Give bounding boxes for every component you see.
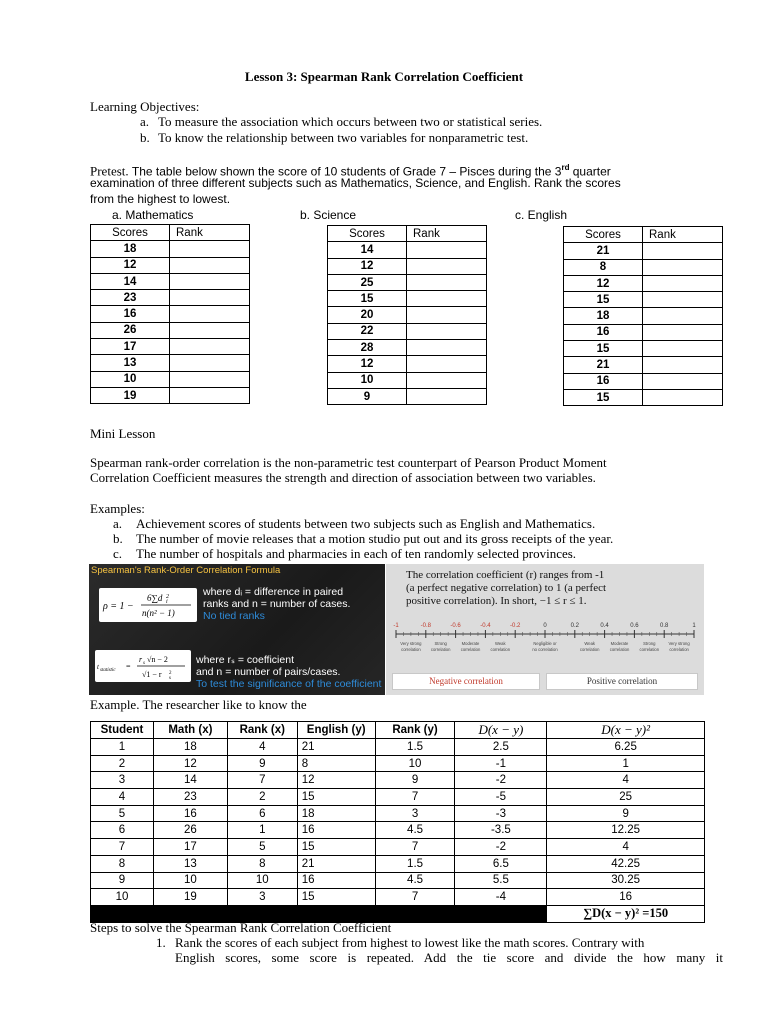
table-cell: 26 [153,822,227,839]
table-cell: 6 [91,822,154,839]
column-header: Math (x) [153,722,227,739]
table-label-science: b. Science [300,208,357,222]
score-cell: 15 [564,389,643,405]
table-row [91,241,250,257]
table-cell: 8 [91,855,154,872]
rank-cell[interactable] [407,323,487,339]
table-row [564,259,723,275]
t-formula-graphic [95,650,191,682]
svg-text:2: 2 [166,594,169,600]
table-cell: 3 [227,889,297,906]
score-cell: 8 [564,259,643,275]
table-cell: 2 [227,789,297,806]
table-cell: 1 [91,739,154,756]
rank-cell[interactable] [407,291,487,307]
svg-text:√1 − r: √1 − r [142,670,162,679]
table-cell: 10 [375,755,455,772]
formula-slide-title: Spearman's Rank-Order Correlation Formula [91,565,281,576]
table-cell: -1 [455,755,547,772]
rank-cell[interactable] [170,290,250,306]
table-cell: 2 [91,755,154,772]
example-text: The number of hospitals and pharmacies in each of ten randomly selected provinces. [136,546,577,561]
table-cell: 4 [91,789,154,806]
table-row [564,389,723,405]
negative-correlation-label: Negative correlation [392,673,540,690]
table-cell: -5 [455,789,547,806]
table-cell: 10 [227,872,297,889]
column-header: Student [91,722,154,739]
svg-text:s: s [169,676,171,681]
score-cell: 26 [91,322,170,338]
table-cell: 1.5 [375,855,455,872]
rho-description-line: ranks and n = number of cases. [203,598,351,610]
table-row [91,855,705,872]
table-row [328,242,487,258]
rank-cell[interactable] [170,322,250,338]
strength-label: Moderate [461,641,480,646]
table-header-row [328,226,487,242]
table-row [328,274,487,290]
column-header: Scores [328,226,407,242]
table-cell: 6 [227,805,297,822]
scale-tick-label: 0.6 [630,623,639,629]
objective-text: To know the relationship between two variables for nonparametric test. [158,130,529,145]
strength-label: correlation [669,647,689,652]
scale-tick-label: -0.6 [450,623,461,629]
example-marker: a. [113,516,123,531]
t-description-line: and n = number of pairs/cases. [196,666,341,678]
strength-label: correlation [430,647,451,652]
column-header: Rank [170,225,250,241]
table-row [564,357,723,373]
table-cell: 3 [375,805,455,822]
pretest-table-science [327,225,487,405]
pretest-text: quarter [572,164,611,179]
score-cell: 21 [564,357,643,373]
example-marker: c. [113,546,123,561]
table-cell: 7 [91,839,154,856]
rank-cell[interactable] [170,273,250,289]
table-row [91,739,705,756]
examples-heading: Examples: [90,501,145,516]
rank-cell[interactable] [170,355,250,371]
strength-label: no correlation [532,647,558,652]
rank-cell[interactable] [407,372,487,388]
table-cell: 23 [153,789,227,806]
scale-tick-label: 0.4 [600,623,609,629]
score-cell: 22 [328,323,407,339]
table-header-row [564,227,723,243]
svg-text:i: i [166,599,168,605]
rank-cell[interactable] [643,292,723,308]
table-cell: 18 [153,739,227,756]
strength-label: Strong [643,641,656,646]
pretest-text: The table below shown the score of 10 students of Grade 7 – Pisces during the 3 [131,164,562,179]
table-row [328,258,487,274]
table-row [564,373,723,389]
table-cell: 6.25 [547,739,705,756]
table-cell: 3 [91,772,154,789]
column-header: Rank (x) [227,722,297,739]
table-row [91,805,705,822]
strength-label: Very strong [400,641,422,646]
table-row [328,307,487,323]
table-cell: 7 [227,772,297,789]
score-cell: 12 [564,275,643,291]
strength-label: correlation [639,647,660,652]
rank-cell[interactable] [407,307,487,323]
table-cell: 12 [297,772,375,789]
table-cell: 9 [375,772,455,789]
t-formula-box [95,650,191,682]
column-header: Rank [643,227,723,243]
table-cell: -2 [455,772,547,789]
strength-label: correlation [579,647,600,652]
column-header: D(x − y)² [547,722,705,739]
table-row [564,308,723,324]
table-cell: 1 [547,755,705,772]
score-cell: 12 [91,257,170,273]
strength-label: Weak [494,641,506,646]
table-row [91,387,250,403]
objectives-heading: Learning Objectives: [90,99,200,114]
score-cell: 20 [328,307,407,323]
score-cell: 14 [328,242,407,258]
table-row [91,306,250,322]
table-label-english: c. English [515,208,568,222]
scale-tick-label: 0 [543,623,547,629]
rank-cell[interactable] [643,324,723,340]
table-row [91,789,705,806]
strength-label: Moderate [610,641,629,646]
table-row [91,755,705,772]
scale-tick-label: -0.4 [480,623,491,629]
table-cell: 21 [297,855,375,872]
table-cell: 8 [227,855,297,872]
t-description-line: where rₛ = coefficient [196,654,294,666]
table-cell: 16 [297,872,375,889]
rank-cell[interactable] [643,275,723,291]
rho-formula-graphic [99,588,197,622]
strength-label: Negligible or [533,641,557,646]
step-marker: 1. [156,935,166,950]
sum-total-cell: ∑D(x − y)² =150 [547,905,705,922]
rho-description [203,586,350,622]
pretest-superscript: rd [561,163,570,172]
pretest-line-3: from the highest to lowest. [90,192,231,206]
rank-cell[interactable] [643,389,723,405]
table-cell: 9 [227,755,297,772]
table-cell: 10 [91,889,154,906]
rank-cell[interactable] [407,388,487,404]
table-cell: 13 [153,855,227,872]
column-header: D(x − y) [455,722,547,739]
table-row [91,772,705,789]
range-description-line: The correlation coefficient (r) ranges from -1 [406,569,605,581]
column-header: Scores [564,227,643,243]
score-cell: 13 [91,355,170,371]
table-cell: 18 [297,805,375,822]
rank-cell[interactable] [643,243,723,259]
svg-text:=: = [126,662,131,671]
mini-lesson-text: Correlation Coefficient measures the strength and direction of association between two variables. [90,470,596,485]
table-cell: 7 [375,839,455,856]
table-row [91,839,705,856]
t-note: To test the significance of the coefficient [196,678,382,690]
objective-marker: b. [140,130,150,145]
table-cell: 25 [547,789,705,806]
pretest-table-english [563,226,723,406]
table-cell: 4.5 [375,822,455,839]
rank-cell[interactable] [407,356,487,372]
table-cell: 5.5 [455,872,547,889]
column-header: Scores [91,225,170,241]
pretest-line-2: examination of three different subjects such as Mathematics, Science, and English. Rank the scores [90,176,621,190]
score-cell: 17 [91,339,170,355]
table-cell: 10 [153,872,227,889]
score-cell: 19 [91,387,170,403]
score-cell: 12 [328,258,407,274]
table-row [564,324,723,340]
score-cell: 28 [328,340,407,356]
table-cell: 19 [153,889,227,906]
table-row [91,355,250,371]
score-cell: 15 [328,291,407,307]
rank-cell[interactable] [170,306,250,322]
table-cell: 5 [91,805,154,822]
rank-cell[interactable] [170,339,250,355]
score-cell: 14 [91,273,170,289]
pretest-table-mathematics [90,224,250,404]
score-cell: 16 [564,373,643,389]
table-header-row [91,722,705,739]
scale-tick-label: -0.2 [510,623,521,629]
table-row [564,275,723,291]
table-cell: 15 [297,839,375,856]
table-label-mathematics: a. Mathematics [112,208,194,222]
table-row [91,322,250,338]
rank-cell[interactable] [170,241,250,257]
table-row [328,323,487,339]
column-header: Rank [407,226,487,242]
positive-correlation-label: Positive correlation [546,673,698,690]
rank-cell[interactable] [643,357,723,373]
rank-cell[interactable] [170,257,250,273]
rho-formula-box [99,588,197,622]
table-cell: 12 [153,755,227,772]
score-cell: 16 [91,306,170,322]
table-cell: 30.25 [547,872,705,889]
score-cell: 18 [564,308,643,324]
step-text: Rank the scores of each subject from highest to lowest like the math scores. Contrary with [175,935,645,950]
table-row [91,371,250,387]
table-cell: 16 [547,889,705,906]
scale-tick-label: 0.2 [570,623,579,629]
objective-marker: a. [140,114,150,129]
score-cell: 16 [564,324,643,340]
svg-text:s: s [143,661,145,666]
range-description-line: positive correlation). In short, −1 ≤ r ≤ 1. [406,595,587,607]
range-description-line: (a perfect negative correlation) to 1 (a perfect [406,582,607,594]
page-title: Lesson 3: Spearman Rank Correlation Coefficient [244,69,524,84]
rank-cell[interactable] [643,259,723,275]
example-marker: b. [113,531,123,546]
strength-label: correlation [401,647,421,652]
example-text: The number of movie releases that a motion studio put out and its gross receipts of the year. [136,531,614,546]
table-cell: 15 [297,789,375,806]
t-description [196,654,381,690]
table-cell: 2.5 [455,739,547,756]
table-cell: -4 [455,889,547,906]
table-cell: 42.25 [547,855,705,872]
range-description [406,569,606,608]
table-cell: 16 [153,805,227,822]
rho-note: No tied ranks [203,610,265,622]
table-header-row [91,225,250,241]
strength-label: correlation [490,647,511,652]
table-cell: 7 [375,789,455,806]
rank-cell[interactable] [170,387,250,403]
strength-label: Very strong [668,641,690,646]
score-cell: 15 [564,292,643,308]
table-cell: 9 [91,872,154,889]
table-row [91,872,705,889]
column-header: Rank (y) [375,722,455,739]
score-cell: 25 [328,274,407,290]
svg-text:√n − 2: √n − 2 [147,655,168,664]
correlation-scale [386,616,704,672]
scale-tick-label: 1 [692,623,696,629]
svg-text:6∑d: 6∑d [147,593,163,603]
table-cell: 4 [547,839,705,856]
table-cell: 16 [297,822,375,839]
rank-cell[interactable] [407,258,487,274]
table-row [328,340,487,356]
strength-label: Strong [434,641,447,646]
scale-tick-label: 0.8 [660,623,669,629]
table-row [91,339,250,355]
rank-cell[interactable] [643,373,723,389]
table-cell: 12.25 [547,822,705,839]
rho-description-line: where dᵢ = difference in paired [203,586,344,598]
table-row [564,243,723,259]
table-row [91,889,705,906]
example-text: Achievement scores of students between two subjects such as English and Mathematics. [136,516,596,531]
score-cell: 15 [564,341,643,357]
example-intro: Example. The researcher like to know the [90,697,307,712]
column-header: English (y) [297,722,375,739]
table-cell: 15 [297,889,375,906]
svg-text:2: 2 [169,671,172,676]
svg-text:r: r [139,655,143,664]
formula-slide-image [89,564,385,695]
score-cell: 9 [328,388,407,404]
table-cell: 5 [227,839,297,856]
rank-cell[interactable] [407,242,487,258]
pretest-label: Pretest. [90,163,129,179]
svg-text:t: t [97,663,99,671]
strength-label: correlation [609,647,630,652]
table-row [328,356,487,372]
score-cell: 10 [91,371,170,387]
steps-heading: Steps to solve the Spearman Rank Correlation Coefficient [90,920,392,935]
table-cell: 1.5 [375,739,455,756]
table-cell: 21 [297,739,375,756]
score-cell: 23 [91,290,170,306]
rank-cell[interactable] [170,371,250,387]
mini-lesson-text: Spearman rank-order correlation is the non-parametric test counterpart of Pearson Product Moment [90,455,607,470]
table-row [328,291,487,307]
table-row [91,822,705,839]
svg-text:n(n² − 1): n(n² − 1) [142,608,175,618]
mini-lesson-heading: Mini Lesson [90,426,156,441]
table-row [328,388,487,404]
correlation-range-image [386,564,704,695]
score-cell: 21 [564,243,643,259]
scale-tick-label: -1 [393,623,399,629]
table-cell: 4 [227,739,297,756]
step-text: English scores, some score is repeated. Add the tie score and divide the how many it [175,950,723,965]
table-cell: 17 [153,839,227,856]
score-cell: 12 [328,356,407,372]
table-cell: -3.5 [455,822,547,839]
rank-cell[interactable] [407,274,487,290]
table-row [564,292,723,308]
table-cell: 6.5 [455,855,547,872]
table-cell: 8 [297,755,375,772]
table-row [91,257,250,273]
example-table [90,721,705,923]
table-cell: -2 [455,839,547,856]
table-cell: 14 [153,772,227,789]
rank-cell[interactable] [643,341,723,357]
table-row [564,341,723,357]
score-cell: 10 [328,372,407,388]
svg-text:ρ = 1 −: ρ = 1 − [103,601,134,612]
scale-tick-label: -0.8 [420,623,431,629]
table-cell: 1 [227,822,297,839]
table-row [91,290,250,306]
table-cell: 9 [547,805,705,822]
rank-cell[interactable] [643,308,723,324]
objective-text: To measure the association which occurs between two or statistical series. [158,114,543,129]
table-cell: 4.5 [375,872,455,889]
table-cell: -3 [455,805,547,822]
rank-cell[interactable] [407,340,487,356]
score-cell: 18 [91,241,170,257]
table-row [91,273,250,289]
table-cell: 7 [375,889,455,906]
strength-label: correlation [460,647,481,652]
table-cell: 4 [547,772,705,789]
strength-label: Weak [584,641,596,646]
svg-text:statistic: statistic [100,668,116,673]
table-row [328,372,487,388]
